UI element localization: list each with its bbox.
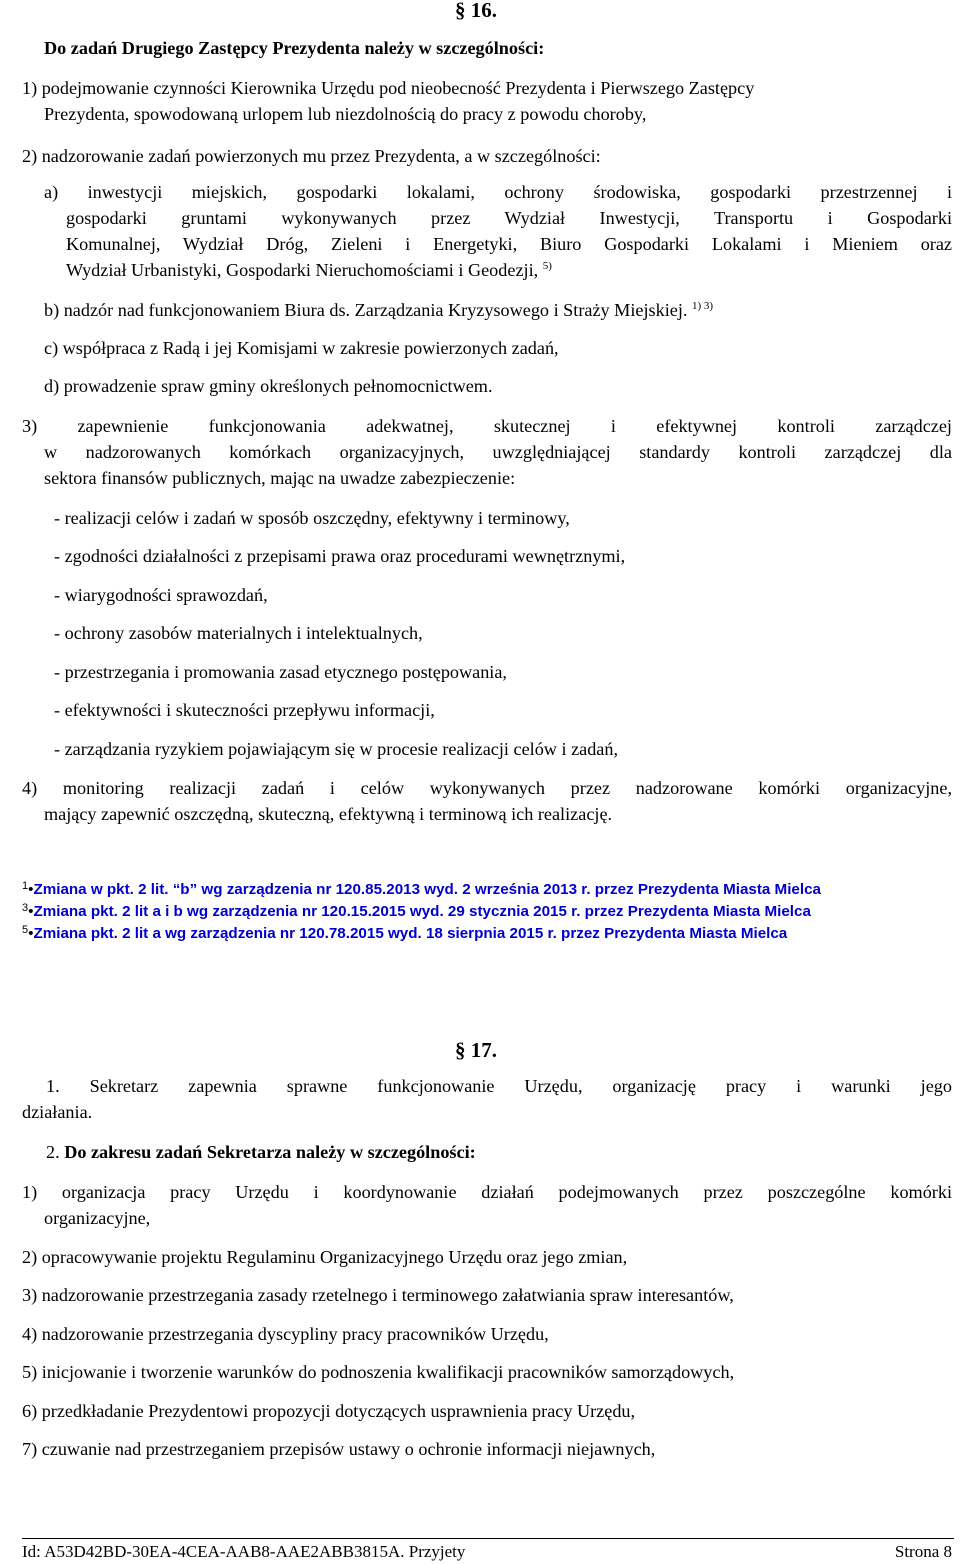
item-4-line-1: 4) monitoring realizacji zadań i celów wykonywanych przez nadzorowane komórki organizacyjne, bbox=[22, 778, 952, 798]
footnote-text: Zmiana pkt. 2 lit a wg zarządzenia nr 120.78.2015 wyd. 18 sierpnia 2015 r. przez Prezydenta Miasta Mielca bbox=[33, 925, 788, 942]
footnote-number: 1 bbox=[22, 880, 29, 892]
footer-page-number: Strona 8 bbox=[894, 1542, 952, 1561]
footer-document-id: Id: A53D42BD-30EA-4CEA-AAB8-AAE2ABB3815A. Przyjety bbox=[22, 1542, 466, 1561]
subitem-a-line-3: Komunalnej, Wydział Dróg, Zieleni i Energetyki, Biuro Gospodarki Lokalami i Mieniem oraz bbox=[66, 234, 952, 254]
sec17-item: 4) nadzorowanie przestrzegania dyscypliny pracy pracowników Urzędu, bbox=[22, 1324, 549, 1344]
item-3-line-1: 3) zapewnienie funkcjonowania adekwatnej, skutecznej i efektywnej kontroli zarządczej bbox=[22, 416, 952, 436]
dash-item: - zarządzania ryzykiem pojawiającym się w procesie realizacji celów i zadań, bbox=[54, 739, 619, 759]
paragraph-1-line-2: działania. bbox=[22, 1102, 93, 1122]
dash-item: - ochrony zasobów materialnych i intelektualnych, bbox=[54, 623, 423, 643]
item-4-line-2: mający zapewnić oszczędną, skuteczną, efektywną i terminową ich realizację. bbox=[44, 804, 613, 824]
section-16-intro: Do zadań Drugiego Zastępcy Prezydenta należy w szczególności: bbox=[44, 38, 545, 58]
footer-rule bbox=[22, 1538, 954, 1539]
footnote: $^5$•Zmiana pkt. 2 lit a wg zarządzenia nr 120.78.2015 wyd. 18 sierpnia 2015 r. przez Prezydenta Miasta Mielca bbox=[22, 924, 788, 942]
sec17-item: 2) opracowywanie projektu Regulaminu Organizacyjnego Urzędu oraz jego zmian, bbox=[22, 1247, 628, 1267]
footnote: $^1$•Zmiana w pkt. 2 lit. “b” wg zarządzenia nr 120.85.2013 wyd. 2 września 2013 r. przez Prezydenta Miasta Mielca bbox=[22, 880, 821, 898]
footnote: $^3$•Zmiana pkt. 2 lit a i b wg zarządzenia nr 120.15.2015 wyd. 29 stycznia 2015 r. przez Prezydenta Miasta Mielca bbox=[22, 902, 811, 920]
subitem-a-line-4 bbox=[66, 260, 552, 281]
item-2: 2) nadzorowanie zadań powierzonych mu przez Prezydenta, a w szczególności: bbox=[22, 146, 601, 166]
footnote-text: Zmiana w pkt. 2 lit. “b” wg zarządzenia nr 120.85.2013 wyd. 2 września 2013 r. przez Prezydenta Miasta Mielca bbox=[33, 881, 821, 898]
subitem-d: d) prowadzenie spraw gminy określonych pełnomocnictwem. bbox=[44, 376, 493, 396]
footnote-ref: 5) bbox=[542, 260, 552, 272]
item-3-line-3: sektora finansów publicznych, mając na uwadze zabezpieczenie: bbox=[44, 468, 516, 488]
footnote-text: Zmiana pkt. 2 lit a i b wg zarządzenia nr 120.15.2015 wyd. 29 stycznia 2015 r. przez Prezydenta Miasta Mielca bbox=[33, 903, 811, 920]
sec17-item-1-line-1: 1) organizacja pracy Urzędu i koordynowanie działań podejmowanych przez poszczególne komórki bbox=[22, 1182, 952, 1202]
sec17-item-1-line-2: organizacyjne, bbox=[44, 1208, 151, 1228]
section-16-heading: § 16. bbox=[455, 0, 497, 22]
footnote-ref: 1) 3) bbox=[691, 300, 714, 312]
subitem-a-line-1: a) inwestycji miejskich, gospodarki lokalami, ochrony środowiska, gospodarki przestrzennej i bbox=[44, 182, 952, 202]
footnote-number: 3 bbox=[22, 902, 29, 914]
subitem-b-text: b) nadzór nad funkcjonowaniem Biura ds. Zarządzania Kryzysowego i Straży Miejskiej. bbox=[44, 300, 688, 320]
dash-item: - efektywności i skuteczności przepływu informacji, bbox=[54, 700, 435, 720]
dash-item: - wiarygodności sprawozdań, bbox=[54, 585, 268, 605]
paragraph-1-line-1: 1. Sekretarz zapewnia sprawne funkcjonowanie Urzędu, organizację pracy i warunki jego bbox=[46, 1076, 952, 1096]
item-1-line-1: 1) podejmowanie czynności Kierownika Urzędu pod nieobecność Prezydenta i Pierwszego Zastępcy bbox=[22, 78, 755, 98]
section-17-heading: § 17. bbox=[455, 1038, 497, 1062]
footnote-number: 5 bbox=[22, 924, 29, 936]
subitem-b bbox=[44, 300, 713, 321]
sec17-item: 3) nadzorowanie przestrzegania zasady rzetelnego i terminowego załatwiania spraw interesantów, bbox=[22, 1285, 734, 1305]
subitem-a-line-2: gospodarki gruntami wykonywanych przez Wydział Inwestycji, Transportu i Gospodarki bbox=[66, 208, 952, 228]
sec17-item: 5) inicjowanie i tworzenie warunków do podnoszenia kwalifikacji pracowników samorządowych, bbox=[22, 1362, 735, 1382]
item-1-line-2: Prezydenta, spowodowaną urlopem lub niezdolnością do pracy z powodu choroby, bbox=[44, 104, 647, 124]
dash-item: - realizacji celów i zadań w sposób oszczędny, efektywny i terminowy, bbox=[54, 508, 570, 528]
dash-item: - zgodności działalności z przepisami prawa oraz procedurami wewnętrznymi, bbox=[54, 546, 626, 566]
dash-item: - przestrzegania i promowania zasad etycznego postępowania, bbox=[54, 662, 507, 682]
sec17-item: 7) czuwanie nad przestrzeganiem przepisów ustawy o ochronie informacji niejawnych, bbox=[22, 1439, 656, 1459]
paragraph-2 bbox=[46, 1142, 476, 1163]
paragraph-2-text: Do zakresu zadań Sekretarza należy w szczególności: bbox=[64, 1142, 476, 1162]
item-3-line-2: w nadzorowanych komórkach organizacyjnych, uwzględniającej standardy kontroli zarządczej dla bbox=[44, 442, 952, 462]
sec17-item: 6) przedkładanie Prezydentowi propozycji dotyczących usprawnienia pracy Urzędu, bbox=[22, 1401, 636, 1421]
paragraph-2-number: 2. bbox=[46, 1142, 60, 1162]
subitem-a-text: Wydział Urbanistyki, Gospodarki Nieruchomościami i Geodezji, bbox=[66, 260, 539, 280]
subitem-c: c) współpraca z Radą i jej Komisjami w zakresie powierzonych zadań, bbox=[44, 338, 559, 358]
